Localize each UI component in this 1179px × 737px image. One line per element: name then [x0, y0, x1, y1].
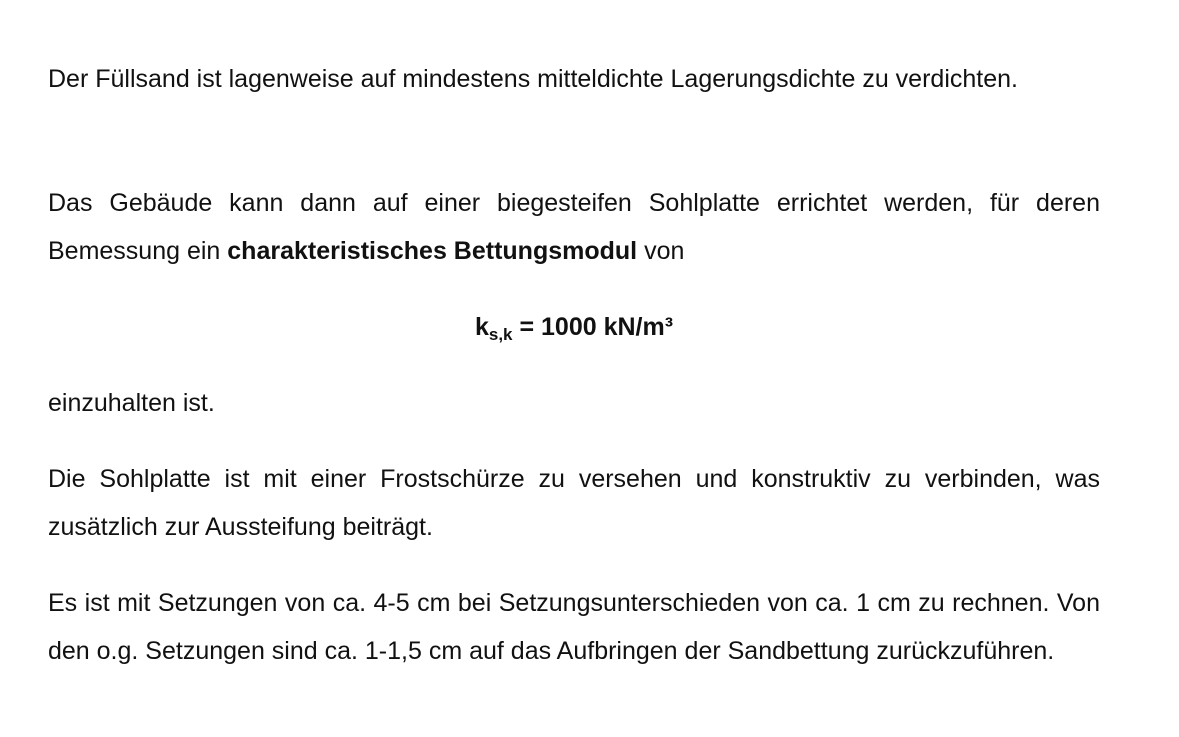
paragraph-gebaeude-text-end: von [637, 237, 685, 265]
paragraph-einzuhalten-text: einzuhalten ist. [48, 389, 215, 417]
paragraph-gebaeude-text-start: Das Gebäude kann dann auf einer biegesteifen Sohlplatte errichtet werden, für deren Bemessung ein [48, 189, 1100, 265]
formula-subscript: s,k [488, 325, 513, 344]
bettungsmodul-formula [48, 303, 1100, 359]
paragraph-setzungen [48, 579, 1100, 675]
paragraph-gebaeude [48, 179, 1100, 275]
paragraph-sohlplatte [48, 455, 1100, 551]
formula-value: = 1000 kN/m³ [512, 313, 674, 341]
document-page [48, 0, 1100, 737]
paragraph-sohlplatte-text: Die Sohlplatte ist mit einer Frostschürze zu versehen und konstruktiv zu verbinden, was zusätzlich zur Aussteifung beiträgt. [48, 465, 1100, 541]
bettungsmodul-term: charakteristisches Bettungsmodul [227, 237, 638, 265]
paragraph-einzuhalten [48, 379, 1100, 427]
paragraph-fuellsand [48, 55, 1100, 103]
paragraph-setzungen-text: Es ist mit Setzungen von ca. 4-5 cm bei Setzungsunterschieden von ca. 1 cm zu rechnen. Von den o.g. Setzungen sind ca. 1-1,5 cm auf das Aufbringen der Sandbettung zurückzuführen. [48, 589, 1100, 665]
paragraph-fuellsand-text: Der Füllsand ist lagenweise auf mindestens mitteldichte Lagerungsdichte zu verdichten. [48, 65, 1018, 93]
formula-symbol: k [474, 313, 489, 341]
